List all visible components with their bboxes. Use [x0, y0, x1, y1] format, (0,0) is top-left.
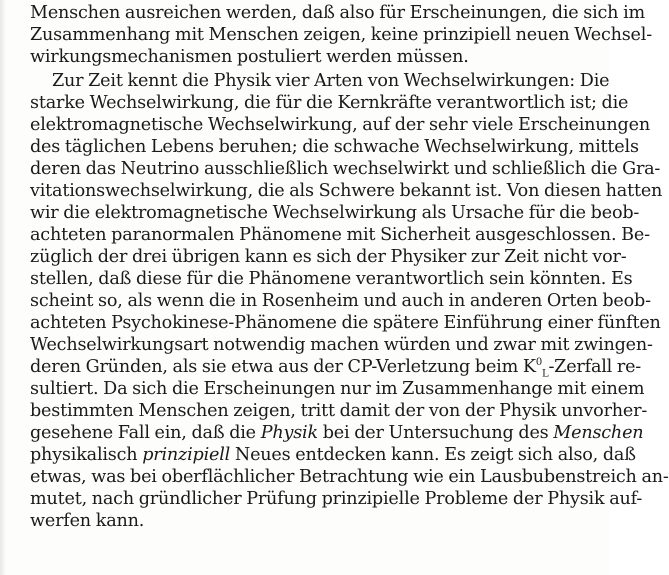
text-line: bestimmten Menschen zeigen, tritt damit der von der Physik unvorher-: [30, 401, 648, 421]
text-line-italic-mix: [30, 422, 644, 444]
text-line: werfen kann.: [30, 511, 145, 531]
text-line: des täglichen Lebens beruhen; die schwache Wechselwirkung, mittels: [30, 137, 639, 157]
text-line-kaon: [30, 356, 642, 380]
text-segment: bei der Untersuchung des: [317, 423, 554, 443]
text-line: wir die elektromagnetische Wechselwirkung als Ursache für die beob-: [30, 203, 640, 223]
emphasis-prinzipiell: prinzipiell: [142, 445, 231, 465]
text-line: achteten paranormalen Phänomene mit Sicherheit ausgeschlossen. Be-: [30, 225, 650, 245]
text-line: elektromagnetische Wechselwirkung, auf der sehr viele Erscheinungen: [30, 115, 650, 135]
text-line: achteten Psychokinese-Phänomene die spätere Einführung einer fünften: [30, 313, 661, 333]
page-edge-shadow: [0, 0, 6, 575]
text-segment: physikalisch: [30, 445, 143, 465]
text-line: scheint so, als wenn die in Rosenheim und auch in anderen Orten beob-: [30, 291, 651, 311]
text-line: züglich der drei übrigen kann es sich der Physiker zur Zeit nicht vor-: [30, 247, 627, 267]
text-line: starke Wechselwirkung, die für die Kernkräfte verantwortlich ist; die: [30, 93, 629, 113]
text-line-italic-mix: [30, 444, 636, 466]
text-line: sultiert. Da sich die Erscheinungen nur im Zusammenhange mit einem: [30, 379, 645, 399]
text-segment: Neues entdecken kann. Es zeigt sich also, daß: [230, 445, 636, 465]
text-line: deren das Neutrino ausschließlich wechselwirkt und schließlich die Gra-: [30, 159, 661, 179]
text-line: Wechselwirkungsart notwendig machen würden und zwar mit zwingen-: [30, 335, 653, 355]
text-line: stellen, daß diese für die Phänomene verantwortlich sein könnten. Es: [30, 269, 633, 289]
text-line: Menschen ausreichen werden, daß also für Erscheinungen, die sich im: [30, 3, 645, 23]
text-line: Zur Zeit kennt die Physik vier Arten von Wechselwirkungen: Die: [52, 71, 610, 91]
text-line: wirkungsmechanismen postuliert werden müssen.: [30, 47, 469, 67]
kaon-superscript: 0: [535, 357, 542, 369]
text-segment: gesehene Fall ein, daß die: [30, 423, 261, 443]
kaon-subscript: L: [541, 368, 549, 380]
text-line: Zusammenhang mit Menschen zeigen, keine prinzipiell neuen Wechsel-: [30, 25, 652, 45]
emphasis-physik: Physik: [260, 423, 318, 443]
text-line: etwas, was bei oberflächlicher Betrachtung wie ein Lausbubenstreich an-: [30, 467, 669, 487]
text-segment: deren Gründen, als sie etwa aus der CP-Verletzung beim K: [30, 357, 536, 377]
text-line: mutet, nach gründlicher Prüfung prinzipielle Probleme der Physik auf-: [30, 489, 643, 509]
text-line: vitationswechselwirkung, die als Schwere bekannt ist. Von diesen hatten: [30, 181, 663, 201]
emphasis-menschen: Menschen: [553, 423, 644, 443]
text-segment: -Zerfall re-: [548, 357, 642, 377]
